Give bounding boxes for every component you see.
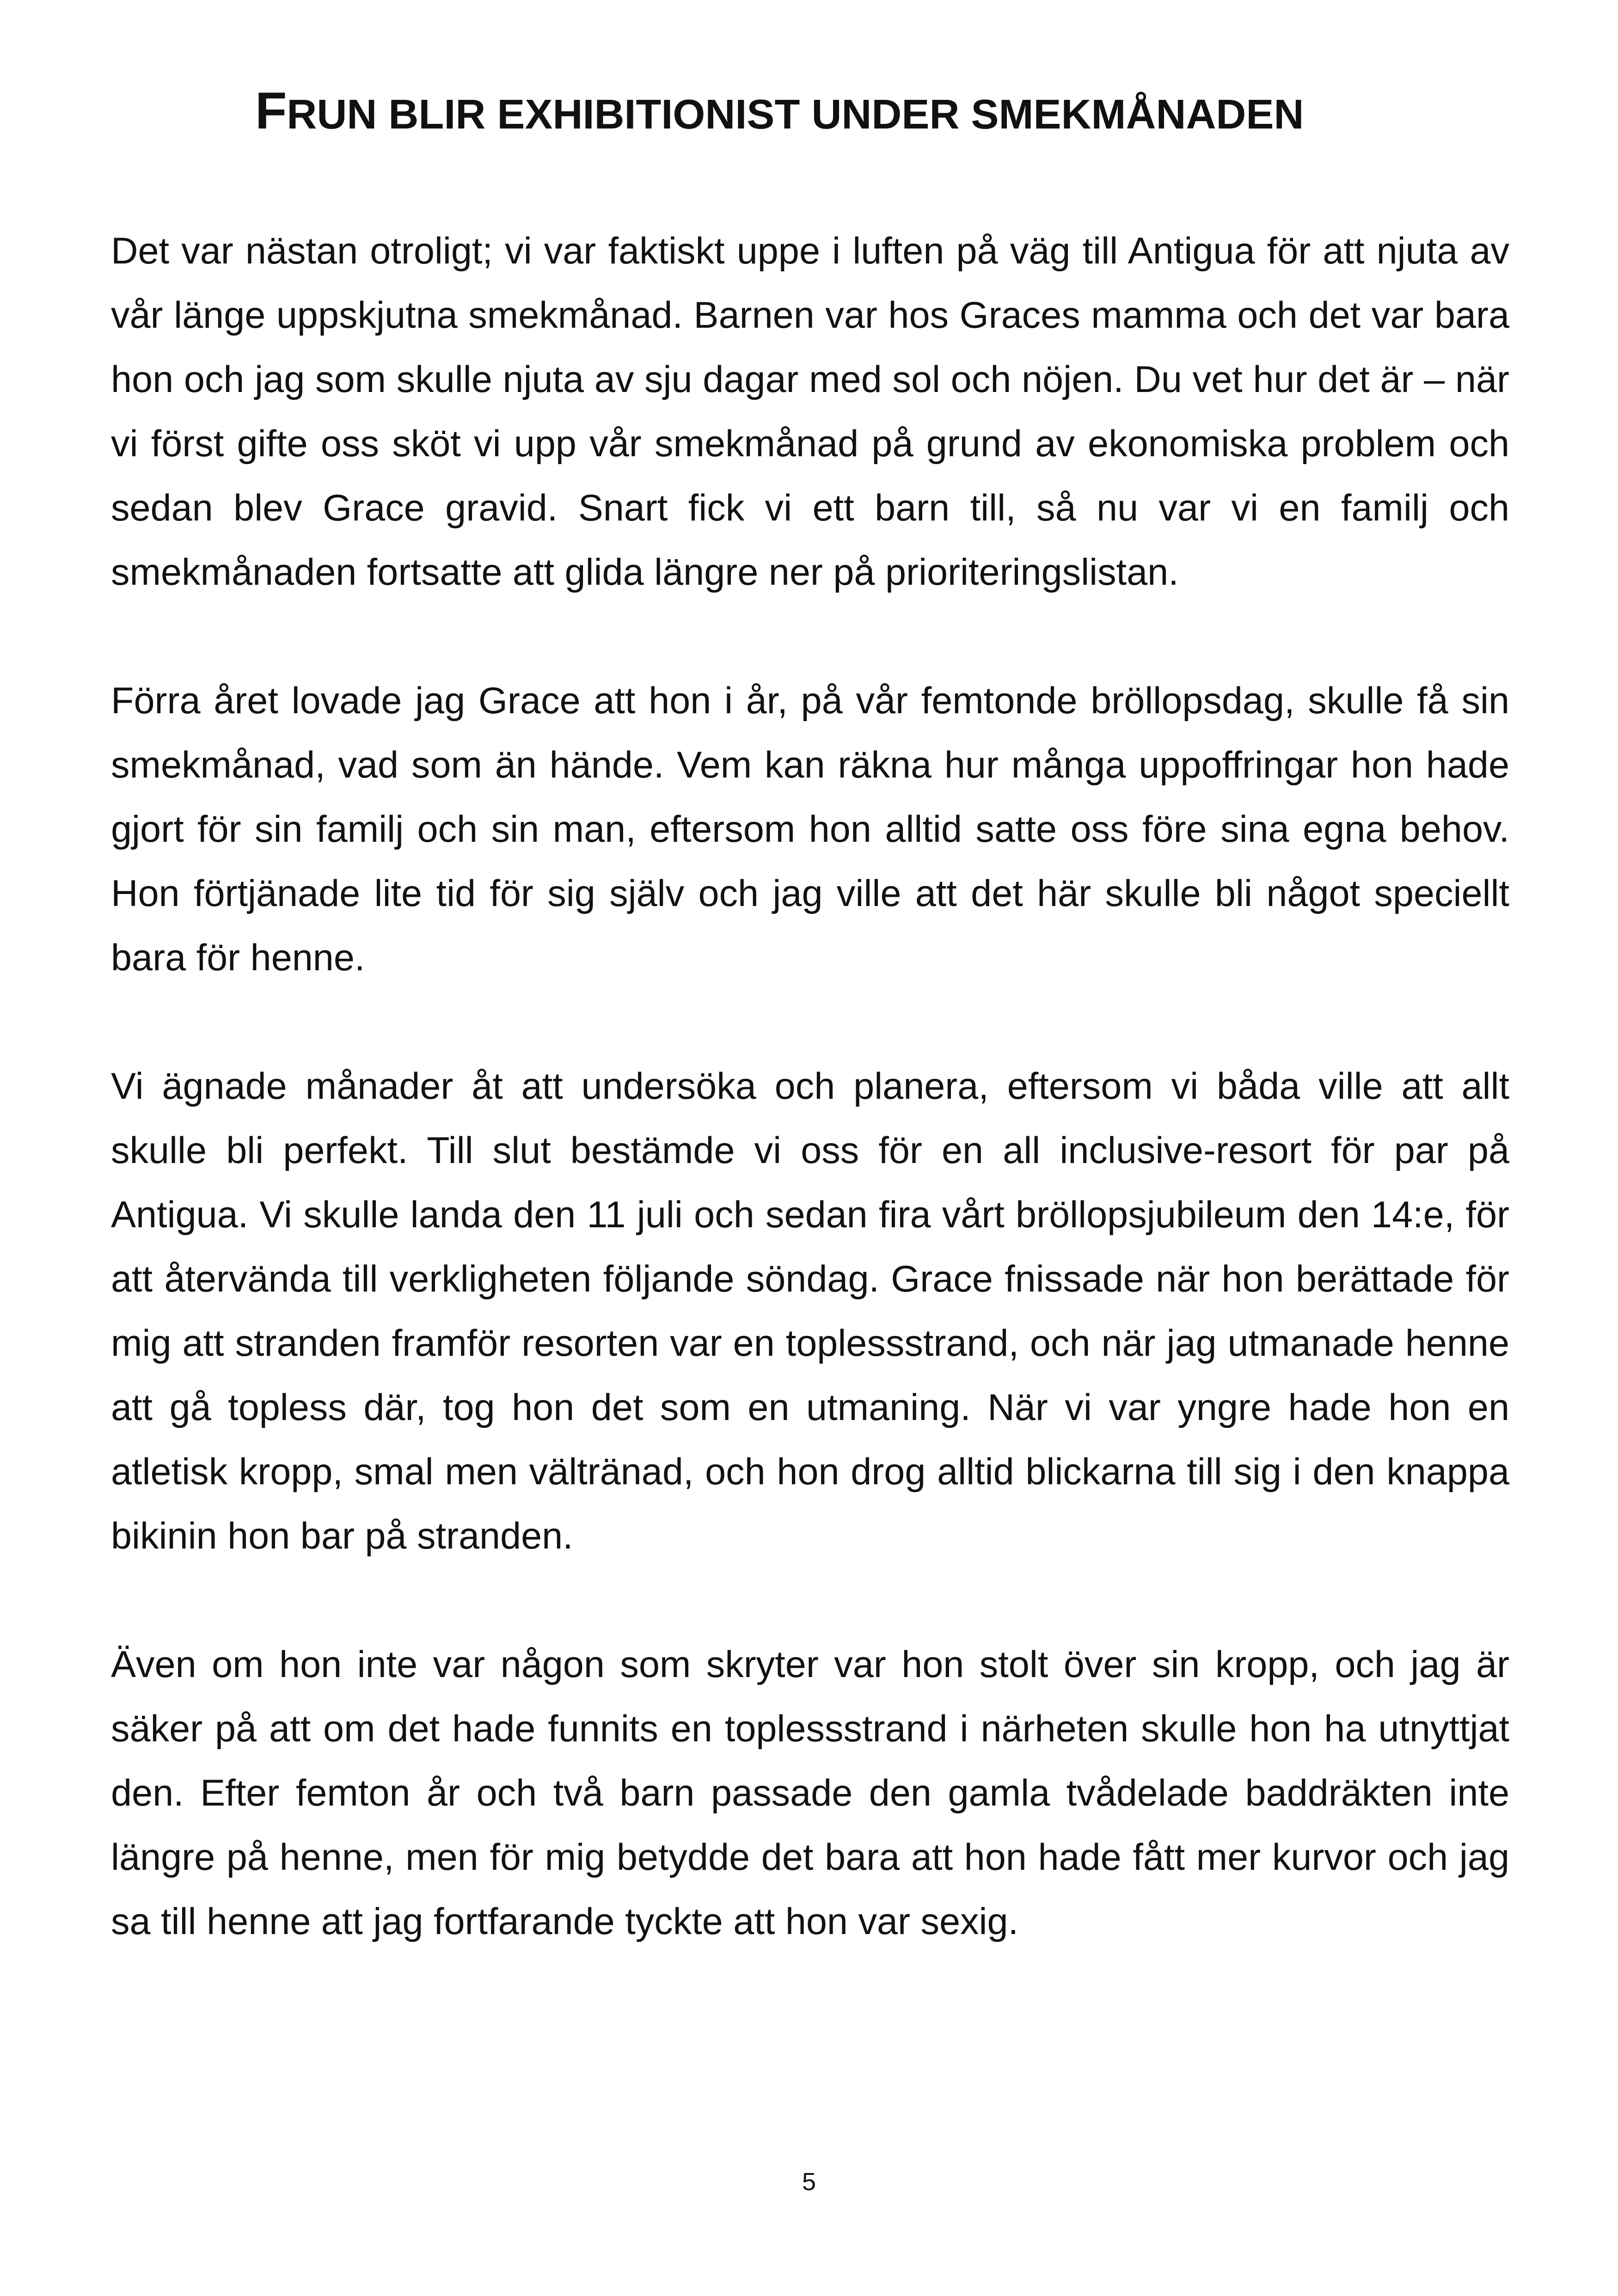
paragraph-1: Det var nästan otroligt; vi var faktiskt uppe i luften på väg till Antigua för att njuta av vår länge uppskjutna smekmånad. Barnen var hos Graces mamma och det var bara hon och jag som skulle njuta av sju dagar med sol och nöjen. Du vet hur det är – när vi först gifte oss sköt vi upp vår smekmånad på grund av ekonomiska problem och sedan blev Grace gravid. Snart fick vi ett barn till, så nu var vi en familj och smekmånaden fortsatte att glida längre ner på prioriteringslistan. bbox=[111, 230, 1509, 593]
paragraph-2: Förra året lovade jag Grace att hon i år, på vår femtonde bröllopsdag, skulle få sin smekmånad, vad som än hände. Vem kan räkna hur många uppoffringar hon hade gjort för sin familj och sin man, eftersom hon alltid satte oss före sina egna behov. Hon förtjänade lite tid för sig själv och jag ville att det här skulle bli något speciellt bara för henne. bbox=[111, 680, 1509, 979]
chapter-title-initial: F bbox=[255, 82, 287, 140]
page-number: 5 bbox=[802, 2168, 816, 2196]
paragraph-3: Vi ägnade månader åt att undersöka och planera, eftersom vi båda ville att allt skulle bli perfekt. Till slut bestämde vi oss för en all inclusive-resort för par på Antigua. Vi skulle landa den 11 juli och sedan fira vårt bröllopsjubileum den 14:e, för att återvända till verkligheten följande söndag. Grace fnissade när hon berättade för mig att stranden framför resorten var en toplessstrand, och när jag utmanade henne att gå topless där, tog hon det som en utmaning. När vi var yngre hade hon en atletisk kropp, smal men vältränad, och hon drog alltid blickarna till sig i den knappa bikinin hon bar på stranden. bbox=[111, 1065, 1509, 1557]
paragraph-4: Även om hon inte var någon som skryter var hon stolt över sin kropp, och jag är säker på att om det hade funnits en toplessstrand i närheten skulle hon ha utnyttjat den. Efter femton år och två barn passade den gamla tvådelade baddräkten inte längre på henne, men för mig betydde det bara att hon hade fått mer kurvor och jag sa till henne att jag fortfarande tyckte att hon var sexig. bbox=[111, 1644, 1509, 1942]
chapter-title-rest: RUN BLIR EXHIBITIONIST UNDER SMEKMÅNADEN bbox=[287, 92, 1304, 138]
body-text bbox=[111, 219, 1509, 1954]
chapter-title bbox=[255, 82, 1304, 140]
